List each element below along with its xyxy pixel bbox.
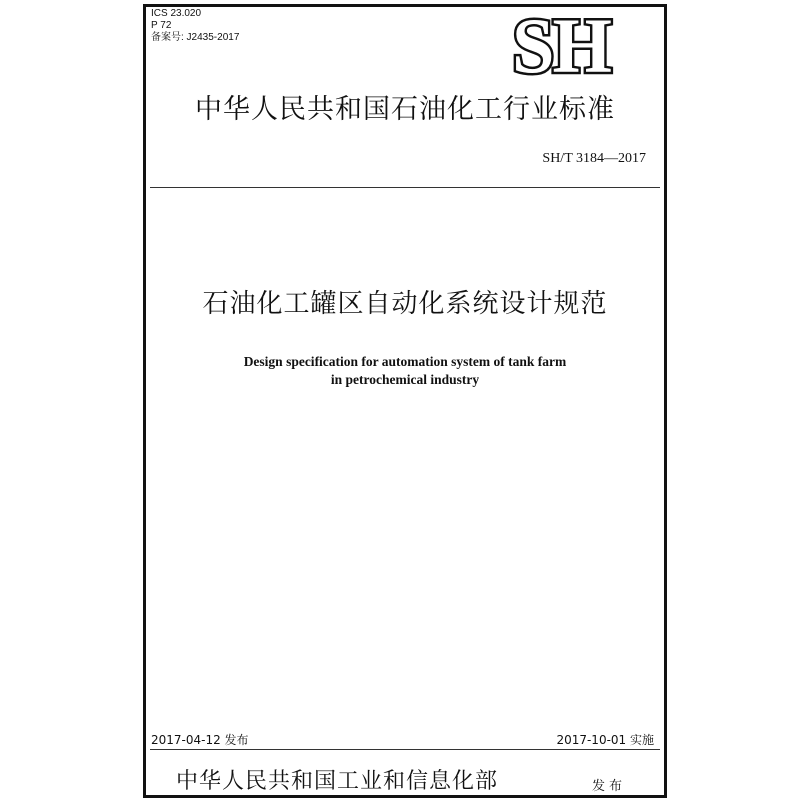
standard-number: SH/T 3184—2017 xyxy=(542,151,646,166)
issuing-authority-suffix: 发布 xyxy=(592,779,627,794)
category-code: P 72 xyxy=(151,20,172,31)
issue-date: 2017-04-12 发布 xyxy=(151,733,249,747)
classification-block xyxy=(151,8,239,44)
issuing-authority: 中华人民共和国工业和信息化部 xyxy=(176,769,499,794)
title-english xyxy=(146,353,664,389)
ics-code: ICS 23.020 xyxy=(151,8,202,19)
standard-category-heading: 中华人民共和国石油化工行业标准 xyxy=(195,94,615,125)
record-number: 备案号: J2435-2017 xyxy=(151,32,240,43)
header-divider xyxy=(150,187,660,188)
title-english-line-1: Design specification for automation system of tank farm xyxy=(243,354,567,369)
footer-divider xyxy=(150,749,660,750)
standard-cover-page xyxy=(143,4,667,798)
title-english-line-2: in petrochemical industry xyxy=(330,372,480,387)
title-chinese: 石油化工罐区自动化系统设计规范 xyxy=(202,289,608,319)
sh-logo: SH xyxy=(512,2,611,89)
effective-date: 2017-10-01 实施 xyxy=(556,733,654,747)
